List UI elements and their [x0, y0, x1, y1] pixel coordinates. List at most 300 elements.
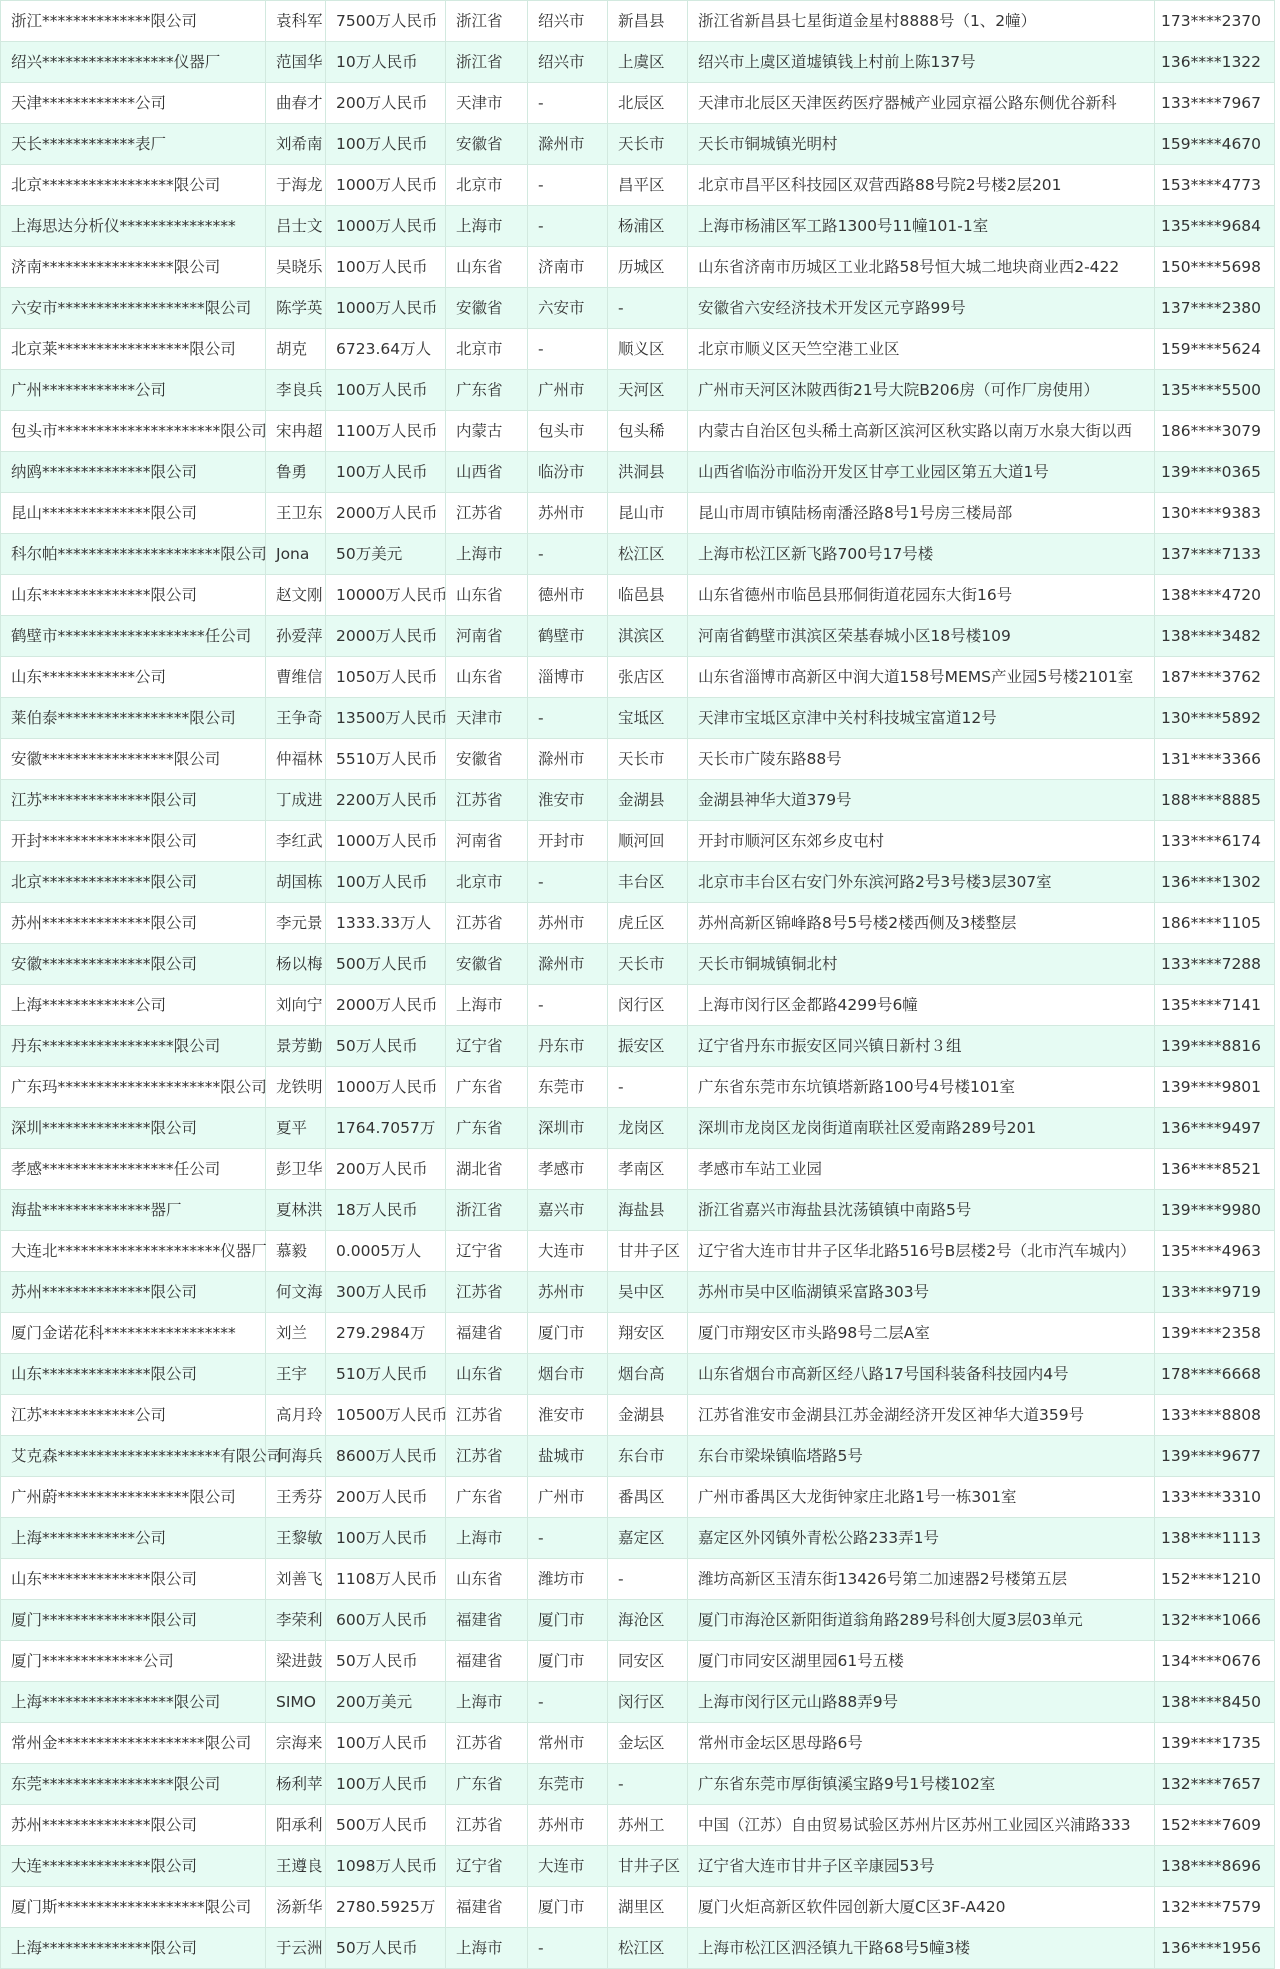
city-cell: 潍坊市 — [528, 1559, 608, 1600]
contact-person-cell: 胡国栋 — [266, 862, 326, 903]
province-cell: 内蒙古 — [446, 411, 528, 452]
phone-cell: 136****1956 — [1155, 1928, 1275, 1969]
table-row — [1, 862, 1275, 903]
address-cell: 浙江省嘉兴市海盐县沈荡镇镇中南路5号 — [688, 1190, 1155, 1231]
phone-cell: 153****4773 — [1155, 165, 1275, 206]
registered-capital-cell: 200万美元 — [326, 1682, 446, 1723]
table-row — [1, 903, 1275, 944]
phone-cell: 135****7141 — [1155, 985, 1275, 1026]
registered-capital-cell: 1108万人民币 — [326, 1559, 446, 1600]
phone-cell: 133****7288 — [1155, 944, 1275, 985]
table-row — [1, 1395, 1275, 1436]
province-cell: 安徽省 — [446, 739, 528, 780]
city-cell: 嘉兴市 — [528, 1190, 608, 1231]
district-cell: 闵行区 — [608, 985, 688, 1026]
district-cell: 东台市 — [608, 1436, 688, 1477]
registered-capital-cell: 2000万人民币 — [326, 616, 446, 657]
phone-cell: 159****5624 — [1155, 329, 1275, 370]
contact-person-cell: 彭卫华 — [266, 1149, 326, 1190]
address-cell: 中国（江苏）自由贸易试验区苏州片区苏州工业园区兴浦路333 — [688, 1805, 1155, 1846]
company-name-cell: 济南*****************限公司 — [1, 247, 266, 288]
address-cell: 上海市松江区新飞路700号17号楼 — [688, 534, 1155, 575]
contact-person-cell: 曹维信 — [266, 657, 326, 698]
table-row — [1, 411, 1275, 452]
district-cell: - — [608, 1067, 688, 1108]
company-name-cell: 鹤壁市*******************任公司 — [1, 616, 266, 657]
district-cell: 甘井子区 — [608, 1846, 688, 1887]
registered-capital-cell: 1000万人民币 — [326, 165, 446, 206]
province-cell: 浙江省 — [446, 1190, 528, 1231]
phone-cell: 133****7967 — [1155, 83, 1275, 124]
city-cell: 六安市 — [528, 288, 608, 329]
company-name-cell: 厦门*************公司 — [1, 1641, 266, 1682]
contact-person-cell: Jona — [266, 534, 326, 575]
province-cell: 广东省 — [446, 1764, 528, 1805]
city-cell: 厦门市 — [528, 1600, 608, 1641]
registered-capital-cell: 1050万人民币 — [326, 657, 446, 698]
registered-capital-cell: 1000万人民币 — [326, 821, 446, 862]
registered-capital-cell: 200万人民币 — [326, 1477, 446, 1518]
registered-capital-cell: 10万人民币 — [326, 42, 446, 83]
contact-person-cell: 王争奇 — [266, 698, 326, 739]
address-cell: 厦门市翔安区市头路98号二层A室 — [688, 1313, 1155, 1354]
province-cell: 江苏省 — [446, 1723, 528, 1764]
district-cell: 杨浦区 — [608, 206, 688, 247]
registered-capital-cell: 2000万人民币 — [326, 493, 446, 534]
address-cell: 辽宁省丹东市振安区同兴镇日新村３组 — [688, 1026, 1155, 1067]
district-cell: 金湖县 — [608, 780, 688, 821]
registered-capital-cell: 279.2984万 — [326, 1313, 446, 1354]
district-cell: 苏州工 — [608, 1805, 688, 1846]
registered-capital-cell: 100万人民币 — [326, 1723, 446, 1764]
phone-cell: 135****5500 — [1155, 370, 1275, 411]
province-cell: 山东省 — [446, 575, 528, 616]
phone-cell: 136****1322 — [1155, 42, 1275, 83]
province-cell: 山东省 — [446, 247, 528, 288]
registered-capital-cell: 10000万人民币 — [326, 575, 446, 616]
registered-capital-cell: 1100万人民币 — [326, 411, 446, 452]
district-cell: 同安区 — [608, 1641, 688, 1682]
phone-cell: 187****3762 — [1155, 657, 1275, 698]
district-cell: 包头稀 — [608, 411, 688, 452]
company-name-cell: 艾克森*********************有限公司 — [1, 1436, 266, 1477]
address-cell: 嘉定区外冈镇外青松公路233弄1号 — [688, 1518, 1155, 1559]
district-cell: 番禺区 — [608, 1477, 688, 1518]
city-cell: 东莞市 — [528, 1067, 608, 1108]
table-row — [1, 1559, 1275, 1600]
city-cell: 苏州市 — [528, 493, 608, 534]
registered-capital-cell: 100万人民币 — [326, 1518, 446, 1559]
phone-cell: 138****4720 — [1155, 575, 1275, 616]
city-cell: 德州市 — [528, 575, 608, 616]
contact-person-cell: 刘向宁 — [266, 985, 326, 1026]
registered-capital-cell: 50万人民币 — [326, 1026, 446, 1067]
province-cell: 上海市 — [446, 206, 528, 247]
city-cell: 淮安市 — [528, 780, 608, 821]
table-row — [1, 1518, 1275, 1559]
city-cell: 大连市 — [528, 1846, 608, 1887]
province-cell: 山西省 — [446, 452, 528, 493]
table-row — [1, 1026, 1275, 1067]
province-cell: 江苏省 — [446, 1436, 528, 1477]
address-cell: 山东省烟台市高新区经八路17号国科装备科技园内4号 — [688, 1354, 1155, 1395]
address-cell: 孝感市车站工业园 — [688, 1149, 1155, 1190]
city-cell: 厦门市 — [528, 1887, 608, 1928]
table-row — [1, 165, 1275, 206]
table-row — [1, 1846, 1275, 1887]
district-cell: 顺义区 — [608, 329, 688, 370]
contact-person-cell: 杨利苹 — [266, 1764, 326, 1805]
province-cell: 辽宁省 — [446, 1846, 528, 1887]
table-row — [1, 616, 1275, 657]
contact-person-cell: 何文海 — [266, 1272, 326, 1313]
phone-cell: 186****1105 — [1155, 903, 1275, 944]
registered-capital-cell: 5510万人民币 — [326, 739, 446, 780]
district-cell: 湖里区 — [608, 1887, 688, 1928]
company-name-cell: 苏州**************限公司 — [1, 1805, 266, 1846]
province-cell: 天津市 — [446, 83, 528, 124]
district-cell: 洪洞县 — [608, 452, 688, 493]
district-cell: 北辰区 — [608, 83, 688, 124]
phone-cell: 133****6174 — [1155, 821, 1275, 862]
district-cell: 天长市 — [608, 124, 688, 165]
address-cell: 苏州高新区锦峰路8号5号楼2楼西侧及3楼整层 — [688, 903, 1155, 944]
registered-capital-cell: 50万美元 — [326, 534, 446, 575]
table-row — [1, 247, 1275, 288]
address-cell: 上海市闵行区金都路4299号6幢 — [688, 985, 1155, 1026]
phone-cell: 137****2380 — [1155, 288, 1275, 329]
contact-person-cell: 李良兵 — [266, 370, 326, 411]
company-name-cell: 山东************公司 — [1, 657, 266, 698]
city-cell: - — [528, 985, 608, 1026]
table-row — [1, 370, 1275, 411]
table-row — [1, 698, 1275, 739]
city-cell: 苏州市 — [528, 903, 608, 944]
city-cell: 东莞市 — [528, 1764, 608, 1805]
table-row — [1, 1477, 1275, 1518]
company-name-cell: 六安市*******************限公司 — [1, 288, 266, 329]
contact-person-cell: 何海兵 — [266, 1436, 326, 1477]
contact-person-cell: 梁进鼓 — [266, 1641, 326, 1682]
phone-cell: 138****3482 — [1155, 616, 1275, 657]
province-cell: 上海市 — [446, 1518, 528, 1559]
city-cell: - — [528, 206, 608, 247]
contact-person-cell: 吕士文 — [266, 206, 326, 247]
city-cell: 滁州市 — [528, 124, 608, 165]
table-row — [1, 1641, 1275, 1682]
contact-person-cell: 刘希南 — [266, 124, 326, 165]
address-cell: 山东省德州市临邑县邢侗街道花园东大街16号 — [688, 575, 1155, 616]
table-row — [1, 206, 1275, 247]
district-cell: 金湖县 — [608, 1395, 688, 1436]
registered-capital-cell: 6723.64万人 — [326, 329, 446, 370]
district-cell: 顺河回 — [608, 821, 688, 862]
contact-person-cell: 范国华 — [266, 42, 326, 83]
table-row — [1, 534, 1275, 575]
city-cell: 鹤壁市 — [528, 616, 608, 657]
district-cell: 新昌县 — [608, 1, 688, 42]
address-cell: 广州市天河区沐陂西街21号大院B206房（可作厂房使用） — [688, 370, 1155, 411]
phone-cell: 186****3079 — [1155, 411, 1275, 452]
company-name-cell: 海盐**************器厂 — [1, 1190, 266, 1231]
company-name-cell: 大连北*********************仪器厂 — [1, 1231, 266, 1272]
contact-person-cell: 宋冉超 — [266, 411, 326, 452]
city-cell: - — [528, 1682, 608, 1723]
address-cell: 江苏省淮安市金湖县江苏金湖经济开发区神华大道359号 — [688, 1395, 1155, 1436]
city-cell: 淮安市 — [528, 1395, 608, 1436]
city-cell: - — [528, 165, 608, 206]
city-cell: 包头市 — [528, 411, 608, 452]
address-cell: 厦门市海沧区新阳街道翁角路289号科创大厦3层03单元 — [688, 1600, 1155, 1641]
company-name-cell: 厦门斯*******************限公司 — [1, 1887, 266, 1928]
registered-capital-cell: 200万人民币 — [326, 83, 446, 124]
table-row — [1, 1887, 1275, 1928]
phone-cell: 133****3310 — [1155, 1477, 1275, 1518]
address-cell: 山东省济南市历城区工业北路58号恒大城二地块商业西2-422 — [688, 247, 1155, 288]
company-name-cell: 厦门金诺花科***************** — [1, 1313, 266, 1354]
address-cell: 天长市广陵东路88号 — [688, 739, 1155, 780]
company-name-cell: 山东**************限公司 — [1, 575, 266, 616]
contact-person-cell: 刘兰 — [266, 1313, 326, 1354]
company-name-cell: 厦门**************限公司 — [1, 1600, 266, 1641]
city-cell: 滁州市 — [528, 739, 608, 780]
contact-person-cell: 夏平 — [266, 1108, 326, 1149]
address-cell: 河南省鹤壁市淇滨区荣基春城小区18号楼109 — [688, 616, 1155, 657]
address-cell: 金湖县神华大道379号 — [688, 780, 1155, 821]
registered-capital-cell: 1333.33万人 — [326, 903, 446, 944]
company-name-cell: 纳鸥**************限公司 — [1, 452, 266, 493]
province-cell: 河南省 — [446, 616, 528, 657]
company-name-cell: 绍兴*****************仪器厂 — [1, 42, 266, 83]
registered-capital-cell: 1764.7057万 — [326, 1108, 446, 1149]
province-cell: 江苏省 — [446, 1272, 528, 1313]
registered-capital-cell: 300万人民币 — [326, 1272, 446, 1313]
registered-capital-cell: 1000万人民币 — [326, 206, 446, 247]
contact-person-cell: 宗海来 — [266, 1723, 326, 1764]
table-row — [1, 1067, 1275, 1108]
province-cell: 山东省 — [446, 1559, 528, 1600]
district-cell: 金坛区 — [608, 1723, 688, 1764]
address-cell: 辽宁省大连市甘井子区华北路516号B层楼2号（北市汽车城内） — [688, 1231, 1155, 1272]
registered-capital-cell: 50万人民币 — [326, 1928, 446, 1969]
address-cell: 北京市昌平区科技园区双营西路88号院2号楼2层201 — [688, 165, 1155, 206]
table-row — [1, 1231, 1275, 1272]
city-cell: 大连市 — [528, 1231, 608, 1272]
province-cell: 山东省 — [446, 657, 528, 698]
address-cell: 上海市松江区泗泾镇九干路68号5幢3楼 — [688, 1928, 1155, 1969]
registered-capital-cell: 10500万人民币 — [326, 1395, 446, 1436]
city-cell: 常州市 — [528, 1723, 608, 1764]
province-cell: 辽宁省 — [446, 1026, 528, 1067]
contact-person-cell: 鲁勇 — [266, 452, 326, 493]
city-cell: 临汾市 — [528, 452, 608, 493]
contact-person-cell: 王遵良 — [266, 1846, 326, 1887]
province-cell: 江苏省 — [446, 1805, 528, 1846]
district-cell: - — [608, 288, 688, 329]
table-row — [1, 1313, 1275, 1354]
contact-person-cell: 赵文刚 — [266, 575, 326, 616]
district-cell: 甘井子区 — [608, 1231, 688, 1272]
district-cell: 历城区 — [608, 247, 688, 288]
phone-cell: 139****9677 — [1155, 1436, 1275, 1477]
district-cell: 闵行区 — [608, 1682, 688, 1723]
phone-cell: 134****0676 — [1155, 1641, 1275, 1682]
contact-person-cell: 于海龙 — [266, 165, 326, 206]
address-cell: 辽宁省大连市甘井子区辛康园53号 — [688, 1846, 1155, 1887]
contact-person-cell: 高月玲 — [266, 1395, 326, 1436]
district-cell: 天长市 — [608, 739, 688, 780]
company-name-cell: 苏州**************限公司 — [1, 1272, 266, 1313]
district-cell: - — [608, 1764, 688, 1805]
registered-capital-cell: 7500万人民币 — [326, 1, 446, 42]
registered-capital-cell: 500万人民币 — [326, 944, 446, 985]
address-cell: 潍坊高新区玉清东街13426号第二加速器2号楼第五层 — [688, 1559, 1155, 1600]
table-row — [1, 1764, 1275, 1805]
table-row — [1, 1723, 1275, 1764]
company-name-cell: 上海**************限公司 — [1, 1928, 266, 1969]
address-cell: 天津市北辰区天津医药医疗器械产业园京福公路东侧优谷新科 — [688, 83, 1155, 124]
province-cell: 福建省 — [446, 1313, 528, 1354]
company-name-cell: 江苏************公司 — [1, 1395, 266, 1436]
province-cell: 北京市 — [446, 329, 528, 370]
contact-person-cell: 景芳勤 — [266, 1026, 326, 1067]
phone-cell: 133****9719 — [1155, 1272, 1275, 1313]
district-cell: 虎丘区 — [608, 903, 688, 944]
table-row — [1, 452, 1275, 493]
table-row — [1, 1436, 1275, 1477]
city-cell: 绍兴市 — [528, 1, 608, 42]
registered-capital-cell: 8600万人民币 — [326, 1436, 446, 1477]
address-cell: 上海市闵行区元山路88弄9号 — [688, 1682, 1155, 1723]
district-cell: 嘉定区 — [608, 1518, 688, 1559]
city-cell: 济南市 — [528, 247, 608, 288]
city-cell: 广州市 — [528, 370, 608, 411]
city-cell: 深圳市 — [528, 1108, 608, 1149]
table-row — [1, 1354, 1275, 1395]
table-row — [1, 575, 1275, 616]
district-cell: 振安区 — [608, 1026, 688, 1067]
table-row — [1, 329, 1275, 370]
company-name-cell: 安徽*****************限公司 — [1, 739, 266, 780]
registered-capital-cell: 600万人民币 — [326, 1600, 446, 1641]
table-row — [1, 944, 1275, 985]
company-name-cell: 孝感*****************任公司 — [1, 1149, 266, 1190]
city-cell: 广州市 — [528, 1477, 608, 1518]
registered-capital-cell: 2780.5925万 — [326, 1887, 446, 1928]
city-cell: - — [528, 862, 608, 903]
address-cell: 广州市番禺区大龙街钟家庄北路1号一栋301室 — [688, 1477, 1155, 1518]
phone-cell: 136****9497 — [1155, 1108, 1275, 1149]
address-cell: 北京市丰台区右安门外东滨河路2号3号楼3层307室 — [688, 862, 1155, 903]
address-cell: 浙江省新昌县七星街道金星村8888号（1、2幢） — [688, 1, 1155, 42]
company-name-cell: 北京莱*****************限公司 — [1, 329, 266, 370]
province-cell: 上海市 — [446, 1682, 528, 1723]
province-cell: 北京市 — [446, 862, 528, 903]
phone-cell: 136****1302 — [1155, 862, 1275, 903]
phone-cell: 152****7609 — [1155, 1805, 1275, 1846]
company-name-cell: 北京*****************限公司 — [1, 165, 266, 206]
phone-cell: 152****1210 — [1155, 1559, 1275, 1600]
province-cell: 天津市 — [446, 698, 528, 739]
province-cell: 上海市 — [446, 534, 528, 575]
address-cell: 苏州市吴中区临湖镇采富路303号 — [688, 1272, 1155, 1313]
table-row — [1, 42, 1275, 83]
company-name-cell: 广州************公司 — [1, 370, 266, 411]
province-cell: 北京市 — [446, 165, 528, 206]
company-name-cell: 安徽**************限公司 — [1, 944, 266, 985]
city-cell: 开封市 — [528, 821, 608, 862]
province-cell: 浙江省 — [446, 42, 528, 83]
contact-person-cell: 丁成进 — [266, 780, 326, 821]
contact-person-cell: 胡克 — [266, 329, 326, 370]
table-row — [1, 1190, 1275, 1231]
city-cell: 厦门市 — [528, 1313, 608, 1354]
registered-capital-cell: 2000万人民币 — [326, 985, 446, 1026]
company-name-cell: 浙江**************限公司 — [1, 1, 266, 42]
table-row — [1, 821, 1275, 862]
province-cell: 江苏省 — [446, 493, 528, 534]
contact-person-cell: 李红武 — [266, 821, 326, 862]
phone-cell: 178****6668 — [1155, 1354, 1275, 1395]
contact-person-cell: 杨以梅 — [266, 944, 326, 985]
address-cell: 东台市梁垛镇临塔路5号 — [688, 1436, 1155, 1477]
province-cell: 广东省 — [446, 370, 528, 411]
address-cell: 天津市宝坻区京津中关村科技城宝富道12号 — [688, 698, 1155, 739]
phone-cell: 188****8885 — [1155, 780, 1275, 821]
city-cell: - — [528, 1928, 608, 1969]
district-cell: 松江区 — [608, 534, 688, 575]
address-cell: 广东省东莞市厚街镇溪宝路9号1号楼102室 — [688, 1764, 1155, 1805]
district-cell: 烟台高 — [608, 1354, 688, 1395]
registered-capital-cell: 2200万人民币 — [326, 780, 446, 821]
province-cell: 江苏省 — [446, 903, 528, 944]
address-cell: 上海市杨浦区军工路1300号11幢101-1室 — [688, 206, 1155, 247]
contact-person-cell: 慕毅 — [266, 1231, 326, 1272]
contact-person-cell: 曲春才 — [266, 83, 326, 124]
table-row — [1, 124, 1275, 165]
registered-capital-cell: 1098万人民币 — [326, 1846, 446, 1887]
district-cell: 张店区 — [608, 657, 688, 698]
phone-cell: 159****4670 — [1155, 124, 1275, 165]
contact-person-cell: SIMO — [266, 1682, 326, 1723]
district-cell: 丰台区 — [608, 862, 688, 903]
registered-capital-cell: 0.0005万人 — [326, 1231, 446, 1272]
city-cell: 烟台市 — [528, 1354, 608, 1395]
table-row — [1, 1, 1275, 42]
city-cell: - — [528, 534, 608, 575]
district-cell: 孝南区 — [608, 1149, 688, 1190]
city-cell: - — [528, 1518, 608, 1559]
province-cell: 安徽省 — [446, 944, 528, 985]
registered-capital-cell: 100万人民币 — [326, 452, 446, 493]
city-cell: 盐城市 — [528, 1436, 608, 1477]
company-name-cell: 苏州**************限公司 — [1, 903, 266, 944]
phone-cell: 138****8450 — [1155, 1682, 1275, 1723]
table-row — [1, 780, 1275, 821]
address-cell: 山西省临汾市临汾开发区甘亭工业园区第五大道1号 — [688, 452, 1155, 493]
company-name-cell: 江苏**************限公司 — [1, 780, 266, 821]
phone-cell: 136****8521 — [1155, 1149, 1275, 1190]
phone-cell: 138****8696 — [1155, 1846, 1275, 1887]
province-cell: 上海市 — [446, 985, 528, 1026]
phone-cell: 135****9684 — [1155, 206, 1275, 247]
company-name-cell: 上海思达分析仪*************** — [1, 206, 266, 247]
address-cell: 常州市金坛区思母路6号 — [688, 1723, 1155, 1764]
district-cell: 天河区 — [608, 370, 688, 411]
company-name-cell: 上海************公司 — [1, 1518, 266, 1559]
province-cell: 福建省 — [446, 1641, 528, 1682]
address-cell: 天长市铜城镇铜北村 — [688, 944, 1155, 985]
